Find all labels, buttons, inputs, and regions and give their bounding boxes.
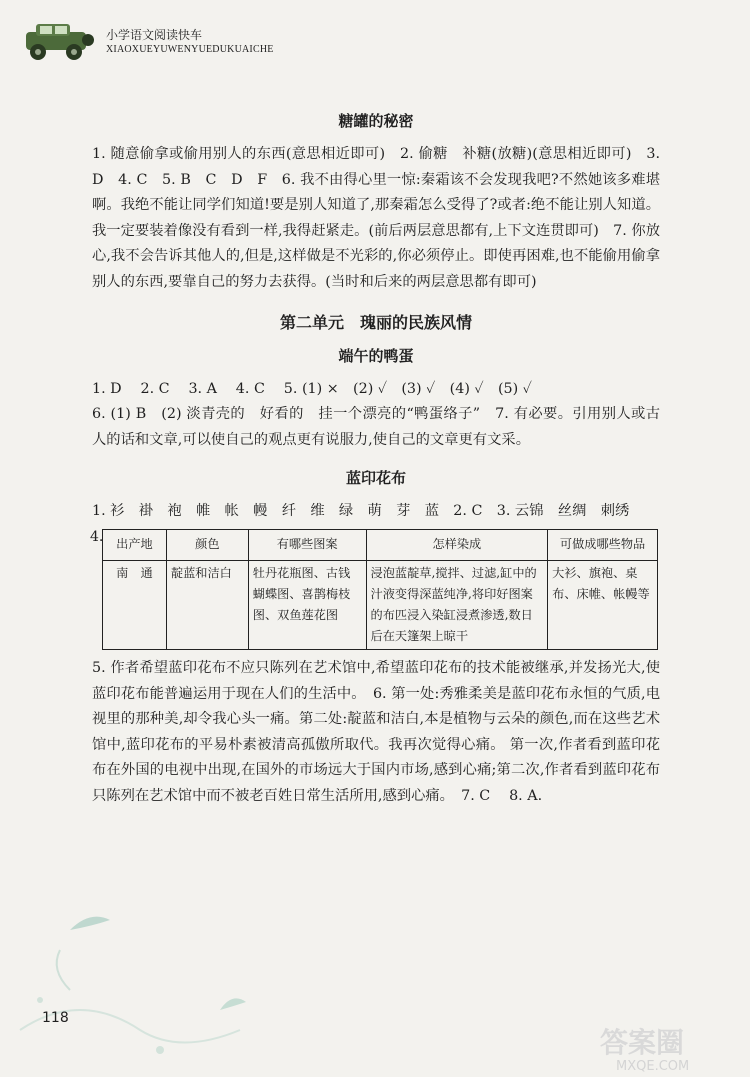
table-header: 可做成哪些物品 — [548, 529, 658, 560]
answer-table — [102, 529, 658, 650]
table-header: 颜色 — [166, 529, 248, 560]
section1-answers: 1. 随意偷拿或偷用别人的东西(意思相近即可) 2. 偷糖 补糖(放糖)(意思相近即可) 3. D 4. C 5. B C D F 6. 我不由得心里一惊:秦霜该不会发现我吧?不然她该多难堪啊。我绝不能让同学们知道!要是别人知道了,那秦霜怎么受得了?或者:绝不能让别人知道。我一定要装着像没有看到一样,我得赶紧走。(前后两层意思都有,上下文连贯即可) 7. 你放心,我不会告诉其他人的,但是,这样做是不光彩的,你必须停止。即使再困难,也不能偷用偷拿别人的东西,要靠自己的努力去获得。(当时和后来的两层意思都有即可) — [92, 146, 660, 290]
section2-answers: 6. (1) B (2) 淡青壳的 好看的 挂一个漂亮的“鸭蛋络子” 7. 有必要。引用别人或古人的话和文章,可以使自己的观点更有说服力,使自己的文章更有文采。 — [92, 406, 660, 448]
table-cell: 牡丹花瓶图、古钱蝴蝶图、喜鹊梅枝图、双鱼莲花图 — [248, 560, 366, 649]
watermark-text-1: 答案圈 — [600, 1026, 685, 1059]
series-title: 小学语文阅读快车 — [106, 28, 203, 42]
page-number: 118 — [42, 1010, 69, 1026]
table-header-row — [103, 529, 658, 560]
table-cell: 浸泡蓝靛草,搅拌、过滤,缸中的汁液变得深蓝纯净,将印好图案的布匹浸入染缸浸煮渗透,数日后在天篷架上晾干 — [366, 560, 548, 649]
section-title-duanwu: 端午的鸭蛋 — [338, 346, 414, 365]
table-cell: 大衫、旗袍、桌布、床帷、帐幔等 — [548, 560, 658, 649]
table-header: 怎样染成 — [366, 529, 548, 560]
watermark-text-2: MXQE.COM — [616, 1059, 690, 1074]
series-pinyin: XIAOXUEYUWENYUEDUKUAICHE — [106, 44, 274, 55]
table-cell: 靛蓝和洁白 — [166, 560, 248, 649]
q4-number: 4. — [90, 528, 104, 545]
table-cell: 南 通 — [103, 560, 167, 649]
leaf-decoration-icon — [0, 880, 300, 1077]
watermark-logo-icon — [594, 1022, 744, 1074]
section3-answers-1: 1. 衫 褂 袍 帷 帐 幔 纤 维 绿 萌 芽 蓝 2. C 3. 云锦 丝绸 刺绣 — [92, 503, 630, 520]
table-header: 出产地 — [103, 529, 167, 560]
section3-answers-2: 5. 作者希望蓝印花布不应只陈列在艺术馆中,希望蓝印花布的技术能被继承,并发扬光大,使蓝印花布能普遍运用于现在人们的生活中。 6. 第一处:秀雅柔美是蓝印花布永恒的气质,电视里的那种美,却令我心头一痛。第二处:靛蓝和洁白,本是植物与云朵的颜色,而在这些艺术馆中,蓝印花布的平易朴素被清高孤傲所取代。我再次觉得心痛。 第一次,作者看到蓝印花布在外国的电视中出现,在国外的市场远大于国内市场,感到心痛;第二次,作者看到蓝印花布只陈列在艺术馆中而不被老百姓日常生活所用,感到心痛。 7. C 8. A. — [92, 659, 660, 804]
unit-title: 第二单元 瑰丽的民族风情 — [279, 312, 472, 332]
q4-block — [92, 529, 660, 650]
jeep-logo-icon — [18, 16, 98, 64]
section-title-lanyin: 蓝印花布 — [345, 469, 406, 488]
page-header — [12, 10, 312, 66]
table-header: 有哪些图案 — [248, 529, 366, 560]
section2-choices: 1. D 2. C 3. A 4. C 5. (1) × (2) ✓ (3) ✓ (4) ✓ (5) ✓ — [92, 380, 532, 397]
answer-content — [92, 110, 660, 810]
table-row — [103, 560, 658, 649]
section-title-tangguan: 糖罐的秘密 — [338, 112, 414, 130]
